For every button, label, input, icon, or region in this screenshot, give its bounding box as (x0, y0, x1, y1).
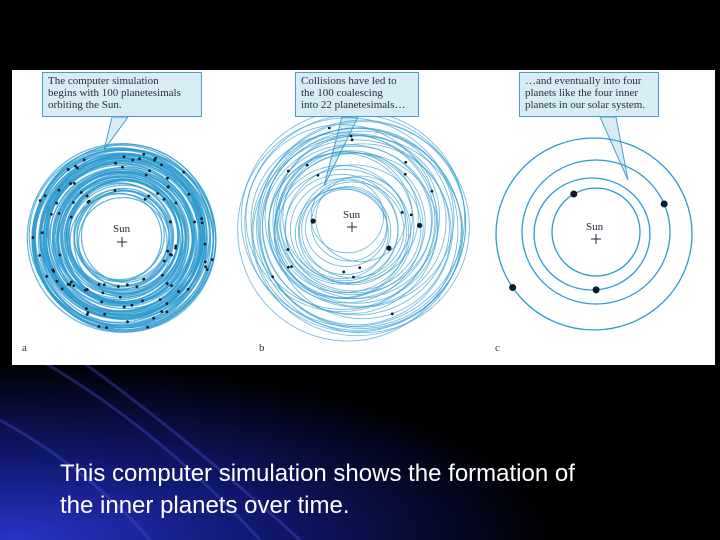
planetesimal (126, 283, 129, 286)
planetesimal (152, 317, 155, 320)
planetesimal (154, 157, 157, 160)
planetesimal (358, 266, 361, 269)
planetesimal (58, 189, 61, 192)
planetesimal (98, 283, 101, 286)
planetesimal (83, 159, 86, 162)
planetesimal (350, 135, 353, 138)
planetesimal (193, 220, 196, 223)
planetesimal (131, 304, 134, 307)
planetesimal (114, 189, 117, 192)
planetesimal (131, 159, 134, 162)
planetesimal (410, 214, 413, 217)
planetesimal (86, 195, 89, 198)
planetesimal (69, 283, 72, 286)
planetesimal (182, 171, 185, 174)
planetesimal (141, 299, 144, 302)
orbit-path (299, 188, 390, 275)
planetesimal (147, 195, 150, 198)
planetesimal (352, 276, 355, 279)
planetesimal (117, 285, 120, 288)
planetesimal (328, 127, 331, 130)
planetesimal (211, 258, 214, 261)
planetesimal (69, 182, 72, 185)
planet (570, 191, 577, 198)
planetesimal (84, 289, 87, 292)
planetesimal (166, 282, 169, 285)
planetesimal (100, 301, 103, 304)
sun-marker-b (347, 222, 357, 232)
planetesimal (50, 213, 53, 216)
planetesimal (41, 231, 44, 234)
planetesimal (138, 157, 141, 160)
planetesimal (123, 306, 126, 309)
planetesimal (59, 254, 62, 257)
planetesimal (123, 155, 126, 158)
planetesimal (55, 202, 58, 205)
planetesimal (98, 325, 101, 328)
planetesimal (200, 217, 203, 220)
planetesimal (290, 265, 293, 268)
planetesimal (286, 248, 289, 251)
planetesimal (114, 162, 117, 165)
planetesimal (391, 313, 394, 316)
planetesimal (156, 192, 159, 195)
planetesimal (44, 194, 47, 197)
planetesimal (166, 250, 169, 253)
planetesimal (170, 284, 173, 287)
planetesimal (103, 283, 106, 286)
planetesimal (166, 310, 169, 313)
planetesimal (72, 284, 75, 287)
planetesimal (169, 220, 172, 223)
planetesimal (204, 265, 207, 268)
callout-pointer-c (600, 117, 628, 180)
panel-b-caption: Collisions have led to the 100 coalescing into 22 planetesimals… (295, 72, 419, 117)
planetesimal (317, 174, 320, 177)
planetesimal (187, 288, 190, 291)
planetesimal (61, 287, 64, 290)
panel-c-orbits (496, 138, 692, 330)
planetesimal (174, 245, 177, 248)
panel-b-orbits (238, 110, 470, 341)
orbit-path (311, 187, 387, 261)
planetesimal (159, 298, 162, 301)
planetesimal (404, 173, 407, 176)
planetesimal (170, 254, 173, 257)
planetesimal (204, 243, 207, 246)
planetesimal (88, 200, 91, 203)
planetesimal (161, 274, 164, 277)
planetesimal (160, 310, 163, 313)
orbit-path (74, 193, 161, 281)
planetesimal (206, 268, 209, 271)
planetesimal (148, 169, 151, 172)
orbit-path (290, 179, 398, 281)
planetesimal (166, 177, 169, 180)
planetesimal (201, 222, 204, 225)
planetesimal (146, 326, 149, 329)
sun-label-b: Sun (343, 209, 361, 221)
planetesimal (145, 174, 148, 177)
planetesimal (401, 211, 404, 214)
planetesimal (135, 285, 138, 288)
panel-letter-b: b (259, 342, 265, 354)
planetesimal (163, 198, 166, 201)
planetesimal (310, 218, 315, 223)
panel-c-caption: …and eventually into four planets like the four inner planets in our solar system. (519, 72, 659, 117)
planetesimal (74, 165, 77, 168)
sun-marker-c (591, 234, 601, 244)
planetesimal (73, 182, 76, 185)
planet (661, 200, 668, 207)
sun-label-c: Sun (586, 221, 604, 233)
planetesimal (55, 280, 58, 283)
planetesimal (39, 199, 42, 202)
planetesimal (58, 212, 61, 215)
planetesimal (287, 170, 290, 173)
planetesimal (72, 201, 75, 204)
planetesimal (144, 198, 147, 201)
planetesimal (417, 223, 422, 228)
panel-letter-a: a (22, 342, 27, 354)
planetesimal (204, 261, 207, 264)
planetesimal (177, 290, 180, 293)
planetesimal (52, 270, 55, 273)
panel-a-caption: The computer simulation begins with 100 planetesimals orbiting the Sun. (42, 72, 202, 117)
planet (593, 286, 600, 293)
planetesimal (187, 193, 190, 196)
planetesimal (38, 254, 41, 257)
planetesimal (306, 164, 309, 167)
planetesimal (31, 236, 34, 239)
planetesimal (386, 246, 391, 251)
planetesimal (45, 275, 48, 278)
planetesimal (119, 296, 122, 299)
planetesimal (105, 326, 108, 329)
orbit-path (316, 176, 406, 262)
planet (509, 284, 516, 291)
orbit-path (305, 189, 387, 266)
planetesimal (142, 278, 145, 281)
sun-marker-a (117, 237, 127, 247)
planetesimal (287, 266, 290, 269)
planetesimal (86, 313, 89, 316)
planetesimal (85, 307, 88, 310)
planetesimal (142, 153, 145, 156)
planetesimal (431, 190, 434, 193)
planetesimal (126, 320, 129, 323)
orbit-path (295, 189, 388, 279)
planetesimal (80, 191, 83, 194)
planetesimal (70, 281, 73, 284)
planetesimal (175, 202, 178, 205)
planetesimal (351, 138, 354, 141)
planetesimal (163, 260, 166, 263)
planetesimal (70, 216, 73, 219)
panel-letter-c: c (495, 342, 500, 354)
planetesimal (342, 270, 345, 273)
planetesimal (67, 168, 70, 171)
sun-label-a: Sun (113, 223, 131, 235)
planetesimal (101, 292, 104, 295)
planetesimal (160, 163, 163, 166)
planetesimal (103, 313, 106, 316)
planetesimal (271, 275, 274, 278)
planetesimal (167, 186, 170, 189)
planetesimal (404, 161, 407, 164)
orbit-path (496, 138, 692, 330)
planetesimal (165, 302, 168, 305)
slide-caption: This computer simulation shows the formation of the inner planets over time. (60, 460, 575, 519)
simulation-figure (12, 70, 715, 365)
planetesimal (121, 166, 124, 169)
